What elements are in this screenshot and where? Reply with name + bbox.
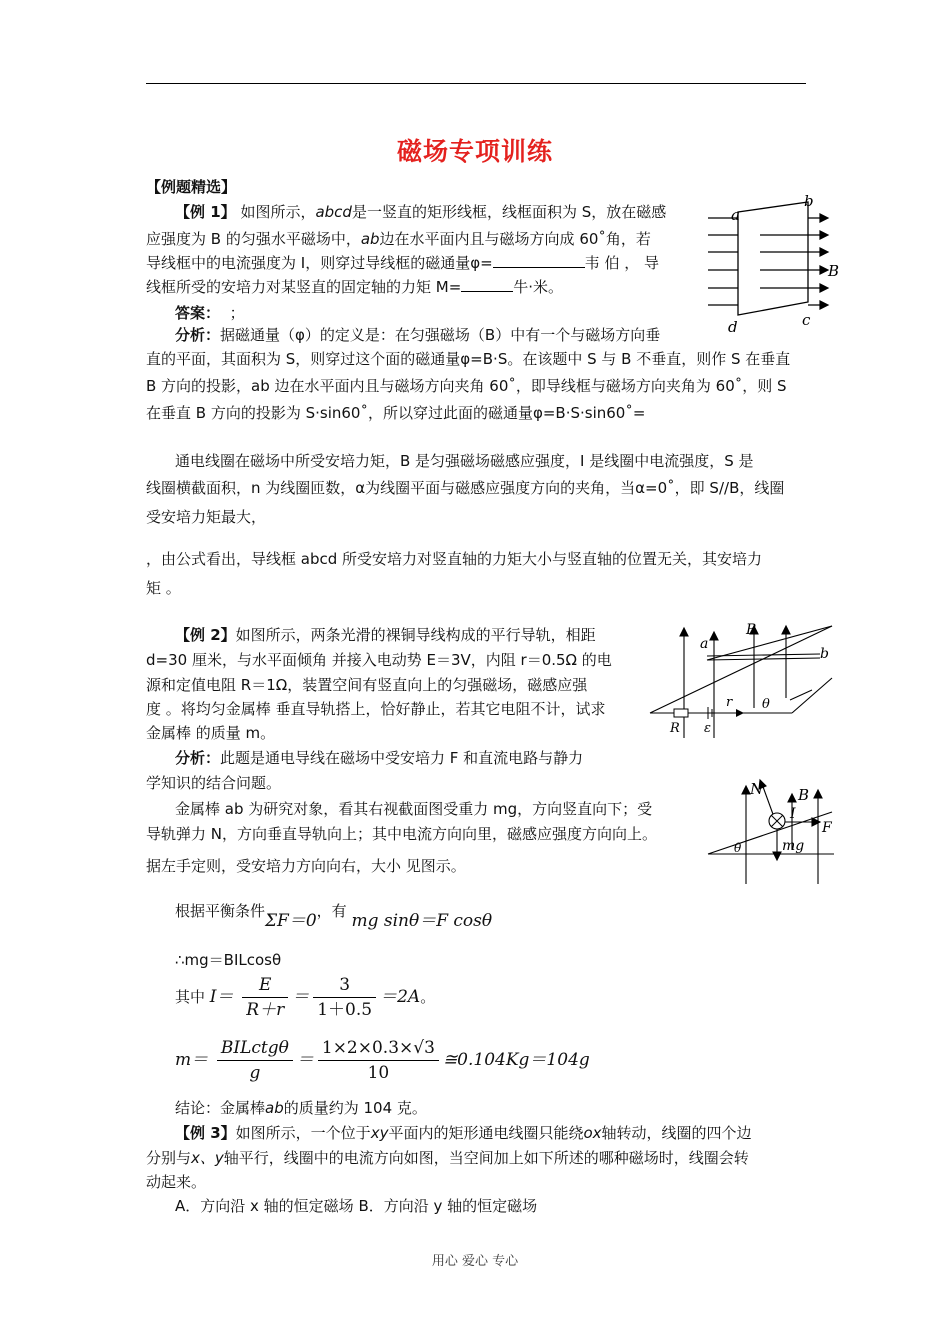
frac-mass-2: $\frac{1\times 2\times 0.3\times√3}{10}$ [318, 1036, 439, 1085]
ex1-analysis-1: 分析：据磁通量（φ）的定义是：在匀强磁场（B）中有一个与磁场方向垂 [175, 326, 661, 344]
ex2-analysis-2: 学知识的结合问题。 [146, 774, 282, 792]
torque-line4: ，由公式看出，导线框 abcd 所受安培力对竖直轴的力矩大小与竖直轴的位置无关，其安培力 [146, 550, 763, 568]
ex3-line2: 分别与x、y轴平行，线圈中的电流方向如图，当空间加上如下所述的哪种磁场时，线圈会转 [146, 1149, 749, 1167]
blank-flux [493, 253, 585, 268]
ex1-analysis-4: 在垂直 B 方向的投影为 S·sin60˚，所以穿过此面的磁通量φ=B·S·sin60˚= [146, 404, 646, 422]
ex2-analysis-5: 据左手定则，受安培力方向向右，大小 见图示。 [146, 857, 466, 875]
torque-line5: 矩 。 [146, 579, 181, 597]
frac-current-2: $\frac{3}{1+0.5}$ [313, 973, 376, 1022]
ex2-label: 【例 2】 [175, 626, 236, 644]
fig3-label-N: N [750, 780, 764, 798]
fig3-label-B: B [798, 786, 810, 804]
fig2-label-B: B [746, 622, 757, 638]
fig3-label-F: F [822, 820, 832, 836]
fig2-label-r: r [726, 695, 733, 710]
torque-line2: 线圈横截面积，n 为线圈匝数，α为线圈平面与磁感应强度方向的夹角，当α=0˚，即 S//B，线圈 [146, 479, 785, 497]
fig2-label-b: b [820, 646, 829, 662]
ex2-figure-forces [704, 772, 844, 887]
eq-current: 其中 I＝ $\frac{E}{R+r}$ ＝ $\frac{3}{1+0.5}$ ＝2A。 [175, 975, 436, 1020]
torque-line1: 通电线圈在磁场中所受安培力矩，B 是匀强磁场磁感应强度，I 是线圈中电流强度，S 是 [175, 452, 754, 470]
ex3-options: A．方向沿 x 轴的恒定磁场 B．方向沿 y 轴的恒定磁场 [175, 1197, 538, 1215]
ex2-figure-rails [642, 618, 842, 748]
fig1-label-B: B [828, 262, 840, 280]
ex2-analysis-4: 导轨弹力 N，方向垂直导轨向上；其中电流方向向里，磁感应强度方向向上。 [146, 825, 657, 843]
ex2-line2: d=30 厘米，与水平面倾角 并接入电动势 E＝3V，内阻 r＝0.5Ω 的电 [146, 651, 612, 669]
page-footer: 用心 爱心 专心 [431, 1254, 519, 1269]
eq-mg: ∴mg＝BILcosθ [175, 951, 282, 969]
ex1-figure [700, 190, 850, 340]
frac-mass-1: $\frac{\text{BILctgθ}}{g}$ [217, 1036, 293, 1085]
ex1-analysis-2: 直的平面，其面积为 S，则穿过这个面的磁通量φ=B·S。在该题中 S 与 B 不垂直，则作 S 在垂直 [146, 350, 791, 368]
ex1-answer: 答案： ； [175, 304, 245, 322]
ex1-analysis-3: B 方向的投影，ab 边在水平面内且与磁场方向夹角 60˚，即导线框与磁场方向夹角为 60˚，则 S [146, 377, 787, 395]
ex1-line2: 应强度为 B 的匀强水平磁场中，ab边在水平面内且与磁场方向成 60˚角，若 [146, 230, 651, 248]
fig2-label-epsilon: ε [704, 721, 711, 736]
section-heading: 【例题精选】 [146, 178, 237, 196]
fig2-label-a: a [700, 636, 709, 652]
ex1-line1: 【例 1】 如图所示，abcd是一竖直的矩形线框，线框面积为 S，放在磁感 [175, 203, 667, 221]
fig2-label-theta: θ [762, 697, 770, 712]
ex2-line5: 金属棒 的质量 m。 [146, 724, 276, 742]
ex1-line3: 导线框中的电流强度为 I，则穿过导线框的磁通量φ= 韦 伯 ， 导 [146, 254, 659, 272]
eq-mass: m＝ $\frac{\text{BILctgθ}}{g}$ ＝ $\frac{1\times 2\times 0.3\times√3}{10}$ ≅0.104Kg＝104g [175, 1038, 590, 1083]
fig3-label-theta: θ [734, 841, 742, 855]
ex3-label: 【例 3】 [175, 1124, 236, 1142]
ex2-line3: 源和定值电阻 R＝1Ω，装置空间有竖直向上的匀强磁场，磁感应强 [146, 676, 588, 694]
fig1-label-b: b [804, 192, 814, 210]
fig2-label-R: R [670, 721, 680, 736]
fig1-label-d: d [728, 318, 738, 336]
fig3-label-mg: mg [782, 838, 805, 854]
ex2-conclusion: 结论：金属棒ab的质量约为 104 克。 [175, 1099, 427, 1117]
blank-torque [461, 277, 513, 292]
ex2-line4: 度 。将均匀金属棒 垂直导轨搭上，恰好静止，若其它电阻不计，试求 [146, 700, 606, 718]
frac-current-1: $\frac{E}{R+r}$ [242, 973, 288, 1022]
ex2-analysis-1: 分析：此题是通电导线在磁场中受安培力 F 和直流电路与静力 [175, 749, 584, 767]
ex1-line4: 线框所受的安培力对某竖直的固定轴的力矩 M= 牛·米。 [146, 278, 564, 296]
eq-balance: 根据平衡条件ΣF＝0，有 mg sinθ＝F cosθ [175, 902, 493, 931]
ex3-line1: 【例 3】如图所示，一个位于xy平面内的矩形通电线圈只能绕ox轴转动，线圈的四个边 [175, 1124, 752, 1142]
fig1-label-a: a [731, 206, 740, 224]
ex1-label: 【例 1】 [175, 203, 236, 221]
page-title: 磁场专项训练 [396, 137, 553, 166]
torque-line3: 受安培力矩最大， [146, 508, 267, 526]
header-rule [146, 83, 806, 84]
fig3-label-I: I [790, 806, 796, 822]
ex3-line3: 动起来。 [146, 1173, 207, 1191]
fig1-label-c: c [802, 311, 811, 329]
ex2-line1: 【例 2】如图所示，两条光滑的裸铜导线构成的平行导轨，相距 [175, 626, 596, 644]
ex2-analysis-3: 金属棒 ab 为研究对象，看其右视截面图受重力 mg，方向竖直向下；受 [175, 800, 653, 818]
